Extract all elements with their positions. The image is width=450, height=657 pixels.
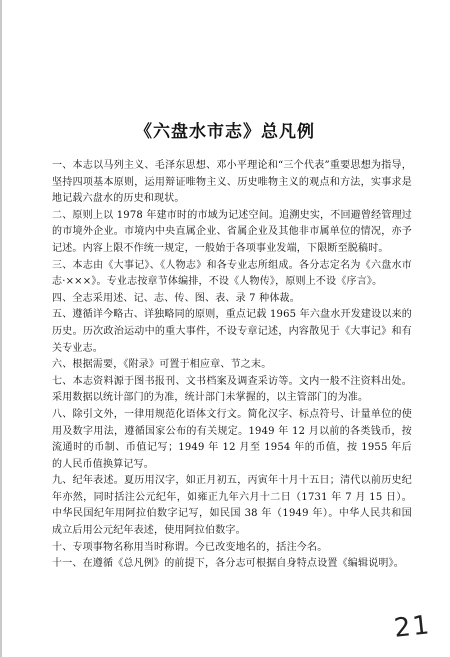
- page-title: 《六盘水市志》总凡例: [135, 122, 315, 142]
- paragraph-3: 三、本志由《大事记》、《人物志》和各专业志所组成。各分志定名为《六盘水市志·×××》。专业志按章节体编排，不设《人物传》，原则上不设《序言》。: [52, 259, 412, 288]
- paragraph-6: 六、根据需要，《附录》可置于相应章、节之末。: [52, 359, 272, 371]
- paragraph-2: 二、原则上以 1978 年建市时的市域为记述空间。追溯史实，不回避曾经管理过的市境外企业。市境内中央直属企业、省属企业及其他非市属单位的情况，亦予记述。内容上限不作统一规定，一般始于各项事业发端，下限断至脱稿时。: [52, 209, 412, 254]
- paragraph-4: 四、全志采用述、记、志、传、图、表、录 7 种体裁。: [52, 292, 300, 304]
- paragraph-10: 十、专项事物名称用当时称谓。今已改变地名的，括注今名。: [52, 541, 328, 553]
- paragraph-7: 七、本志资料源于图书报刊、文书档案及调查采访等。文内一般不注资料出处。采用数据以统计部门的为准，统计部门未掌握的，以主管部门的为准。: [52, 375, 412, 404]
- paragraph-11: 十一、在遵循《总凡例》的前提下，各分志可根据自身特点设置《编辑说明》。: [52, 558, 404, 570]
- handwritten-page-number: 21: [392, 610, 433, 644]
- paragraph-1: 一、本志以马列主义、毛泽东思想、邓小平理论和“三个代表”重要思想为指导，坚持四项基本原则，运用辩证唯物主义、历史唯物主义的观点和方法，实事求是地记载六盘水的历史和现状。: [52, 160, 412, 205]
- paragraph-9: 九、纪年表述。夏历用汉字，如正月初五，丙寅年十月十五日；清代以前历史纪年亦然，同时括注公元纪年，如雍正九年六月十二日（1731 年 7 月 15 日）。中华民国纪年用阿拉伯数字记写，如民国 38 年（1949 年）。中华人民共和国成立后用公元纪年表述，使用阿拉伯数字。: [52, 475, 412, 537]
- paragraph-8: 八、除引文外，一律用规范化语体文行文。简化汉字、标点符号、计量单位的使用及数字用法，遵循国家公布的有关规定。1949 年 12 月以前的各类钱币，按流通时的币制、币值记写；1949 年 12 月至 1954 年的币值，按 1955 年后的人民币值换算记写。: [52, 408, 412, 470]
- paragraph-5: 五、遵循详今略古、详独略同的原则，重点记载 1965 年六盘水开发建设以来的历史。历次政治运动中的重大事件，不设专章记述，内容散见于《大事记》和有关专业志。: [52, 309, 412, 354]
- body-text: [52, 158, 412, 573]
- left-scan-edge: [0, 0, 2, 657]
